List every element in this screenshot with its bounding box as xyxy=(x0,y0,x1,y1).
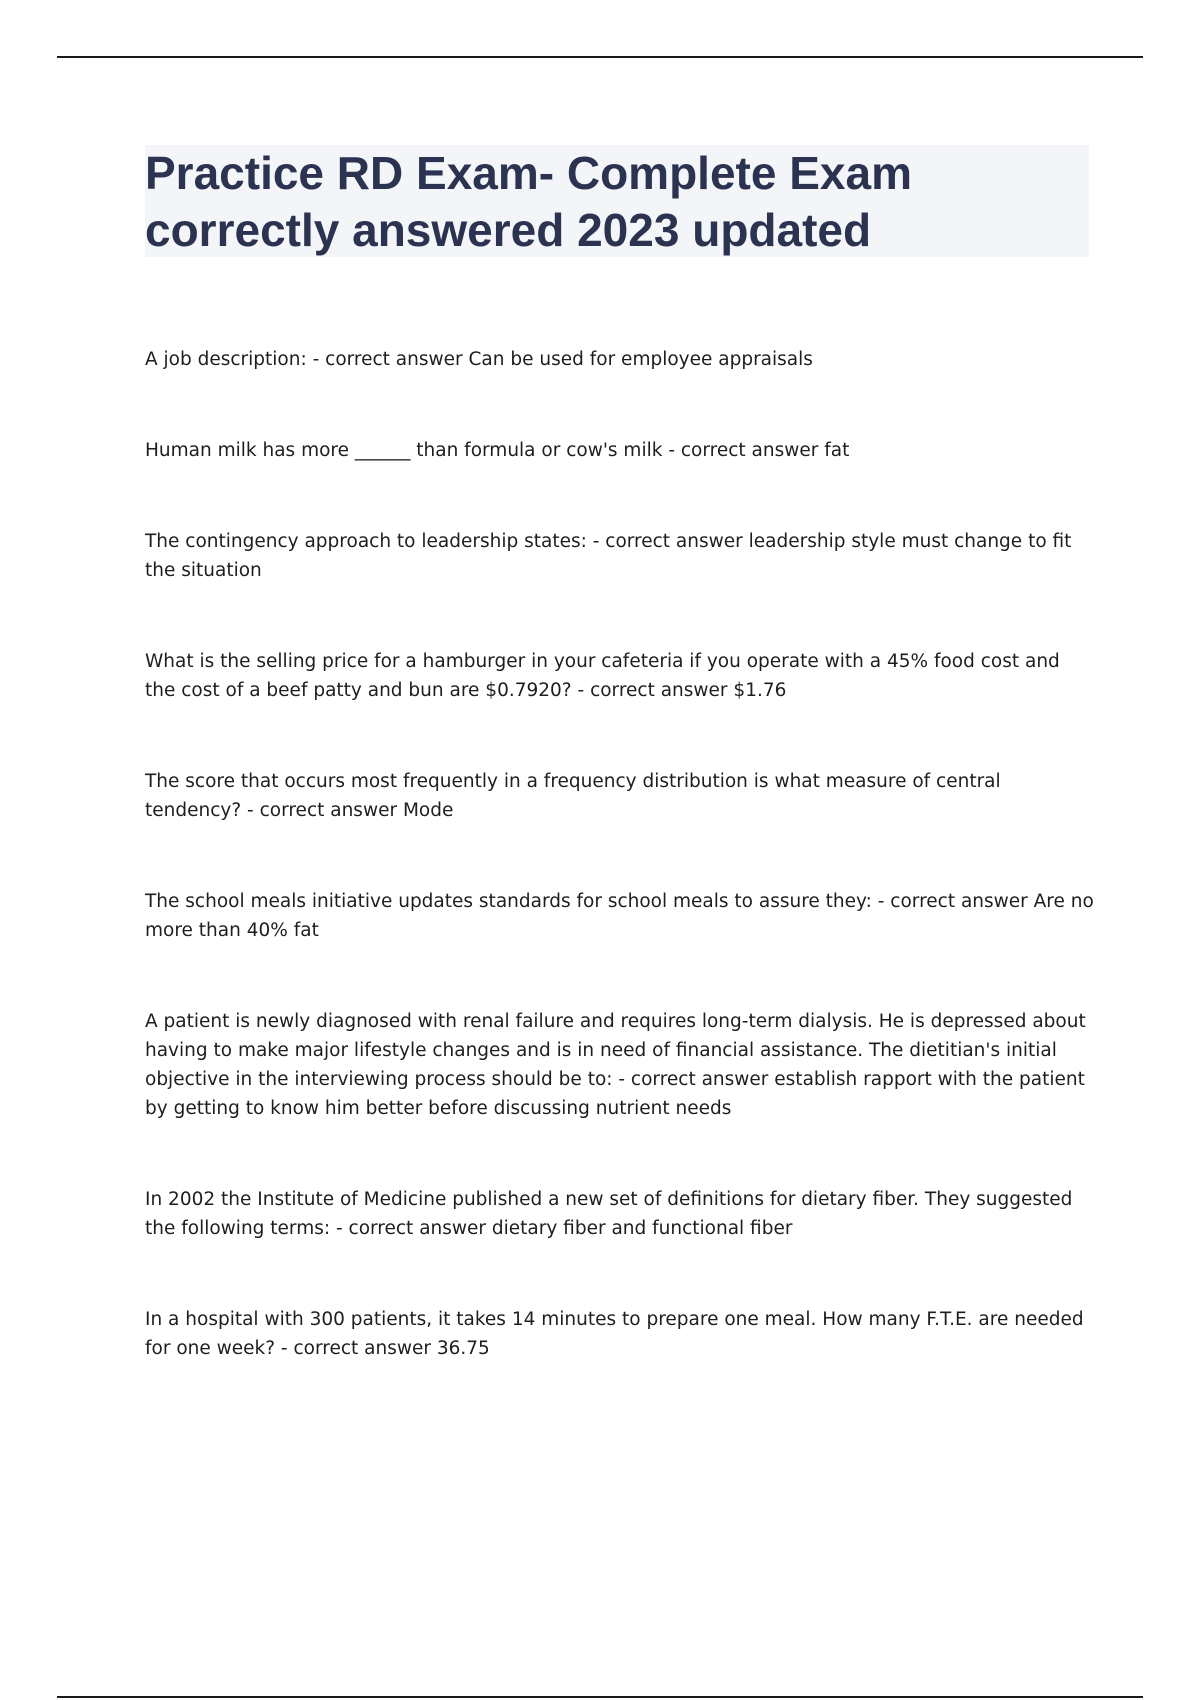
qa-item: In a hospital with 300 patients, it takes 14 minutes to prepare one meal. How many F.T.E. are needed for one week? - correct answer 36.75 xyxy=(145,1309,1084,1359)
qa-list xyxy=(145,345,1095,1425)
qa-item: The contingency approach to leadership states: - correct answer leadership style must change to fit the situation xyxy=(145,531,1072,581)
qa-item: A job description: - correct answer Can be used for employee appraisals xyxy=(145,349,813,370)
qa-item: Human milk has more ______ than formula or cow's milk - correct answer fat xyxy=(145,440,850,461)
qa-item: A patient is newly diagnosed with renal failure and requires long-term dialysis. He is depressed about having to make major lifestyle changes and is in need of financial assistance. The dietitian's initial objective in the interviewing process should be to: - correct answer establish rapport with the patient by getting to know him better before discussing nutrient needs xyxy=(145,1011,1086,1119)
qa-item: The score that occurs most frequently in a frequency distribution is what measure of central tendency? - correct answer Mode xyxy=(145,771,1001,821)
qa-item: What is the selling price for a hamburger in your cafeteria if you operate with a 45% food cost and the cost of a beef patty and bun are $0.7920? - correct answer $1.76 xyxy=(145,651,1060,701)
bottom-rule xyxy=(57,1696,1143,1698)
top-rule xyxy=(57,56,1143,58)
title-block xyxy=(145,145,1089,257)
qa-item: In 2002 the Institute of Medicine published a new set of definitions for dietary fiber. They suggested the following terms: - correct answer dietary fiber and functional fiber xyxy=(145,1189,1073,1239)
qa-item: The school meals initiative updates standards for school meals to assure they: - correct answer Are no more than 40% fat xyxy=(145,891,1094,941)
page-title: Practice RD Exam- Complete Exam correctly answered 2023 updated xyxy=(145,147,912,256)
